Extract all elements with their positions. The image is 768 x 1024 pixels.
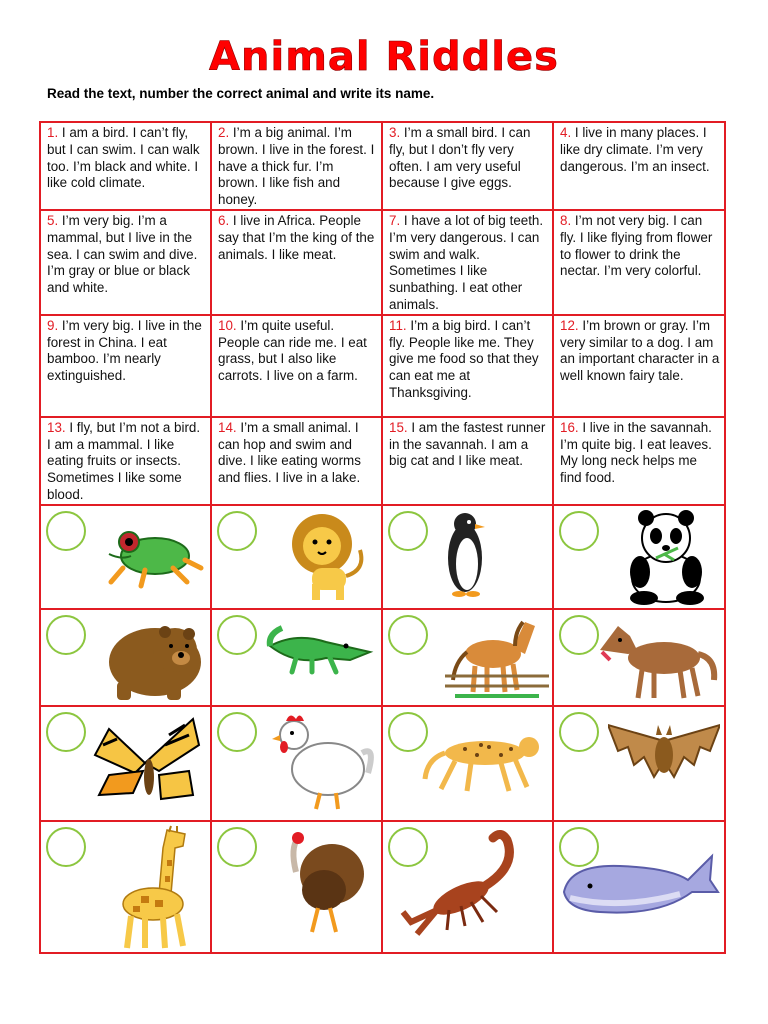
riddle-cell: 6. I live in Africa. People say that I’m the king of the animals. I like meat. xyxy=(211,210,382,315)
answer-circle[interactable] xyxy=(46,827,86,867)
picture-cell xyxy=(553,609,725,706)
wolf-picture xyxy=(588,612,720,702)
hen-picture xyxy=(268,709,378,813)
riddle-cell: 15. I am the fastest runner in the savannah. I am a big cat and I like meat. xyxy=(382,417,553,505)
worksheet-title: Animal Riddles xyxy=(209,34,559,80)
picture-cell xyxy=(382,505,553,609)
butterfly-picture xyxy=(89,715,203,809)
picture-cell xyxy=(40,505,211,609)
bat-picture xyxy=(608,721,720,791)
riddle-cell: 2. I’m a big animal. I’m brown. I live in the forest. I have a thick fur. I’m brown. I like fish and honey. xyxy=(211,122,382,210)
crocodile-picture xyxy=(266,620,374,684)
riddle-cell: 8. I’m not very big. I can fly. I like flying from flower to flower to drink the nectar. I’m very colorful. xyxy=(553,210,725,315)
riddle-cell: 13. I fly, but I’m not a bird. I am a mammal. I like eating fruits or insects. Sometimes I like some blood. xyxy=(40,417,211,505)
picture-cell xyxy=(211,609,382,706)
picture-cell xyxy=(211,505,382,609)
riddle-grid xyxy=(39,121,726,954)
answer-circle[interactable] xyxy=(217,712,257,752)
picture-cell xyxy=(40,609,211,706)
penguin-picture xyxy=(445,508,487,598)
lion-picture xyxy=(288,510,370,602)
picture-cell xyxy=(553,706,725,821)
answer-circle[interactable] xyxy=(46,712,86,752)
whale-picture xyxy=(560,836,720,922)
answer-circle[interactable] xyxy=(217,511,257,551)
answer-circle[interactable] xyxy=(388,511,428,551)
riddle-cell: 4. I live in many places. I like dry climate. I’m very dangerous. I’m an insect. xyxy=(553,122,725,210)
answer-circle[interactable] xyxy=(217,827,257,867)
giraffe-picture xyxy=(105,824,205,950)
bear-picture xyxy=(101,612,209,704)
picture-cell xyxy=(211,706,382,821)
answer-circle[interactable] xyxy=(46,511,86,551)
panda-picture xyxy=(616,508,716,606)
picture-cell xyxy=(382,821,553,953)
horse-picture xyxy=(445,612,549,702)
answer-circle[interactable] xyxy=(46,615,86,655)
riddle-cell: 9. I’m very big. I live in the forest in China. I eat bamboo. I’m nearly extinguished. xyxy=(40,315,211,417)
answer-circle[interactable] xyxy=(559,511,599,551)
picture-cell xyxy=(211,821,382,953)
turkey-picture xyxy=(274,828,374,938)
scorpion-picture xyxy=(397,826,537,940)
frog-picture xyxy=(101,520,205,590)
riddle-cell: 1. I am a bird. I can’t fly, but I can swim. I can walk too. I’m black and white. I like cold climate. xyxy=(40,122,211,210)
picture-cell xyxy=(382,609,553,706)
picture-cell xyxy=(382,706,553,821)
answer-circle[interactable] xyxy=(559,712,599,752)
riddle-cell: 7. I have a lot of big teeth. I’m very dangerous. I can swim and walk. Sometimes I like sunbathing. I eat other animals. xyxy=(382,210,553,315)
picture-cell xyxy=(553,821,725,953)
riddle-cell: 14. I’m a small animal. I can hop and swim and dive. I like eating worms and flies. I live in a lake. xyxy=(211,417,382,505)
cheetah-picture xyxy=(421,729,545,793)
riddle-cell: 5. I’m very big. I’m a mammal, but I live in the sea. I can swim and dive. I’m gray or blue or black and white. xyxy=(40,210,211,315)
riddle-cell: 16. I live in the savannah. I’m quite big. I eat leaves. My long neck helps me find food. xyxy=(553,417,725,505)
picture-cell xyxy=(553,505,725,609)
answer-circle[interactable] xyxy=(388,615,428,655)
riddle-cell: 12. I’m brown or gray. I’m very similar to a dog. I am an important character in a well known fairy tale. xyxy=(553,315,725,417)
riddle-cell: 10. I’m quite useful. People can ride me. I eat grass, but I also like carrots. I live on a farm. xyxy=(211,315,382,417)
riddle-cell: 11. I’m a big bird. I can’t fly. People like me. They give me food so that they can eat me at Thanksgiving. xyxy=(382,315,553,417)
riddle-cell: 3. I’m a small bird. I can fly, but I don’t fly very often. I am very useful because I give eggs. xyxy=(382,122,553,210)
picture-cell xyxy=(40,706,211,821)
instructions: Read the text, number the correct animal and write its name. xyxy=(47,86,435,101)
picture-cell xyxy=(40,821,211,953)
answer-circle[interactable] xyxy=(217,615,257,655)
